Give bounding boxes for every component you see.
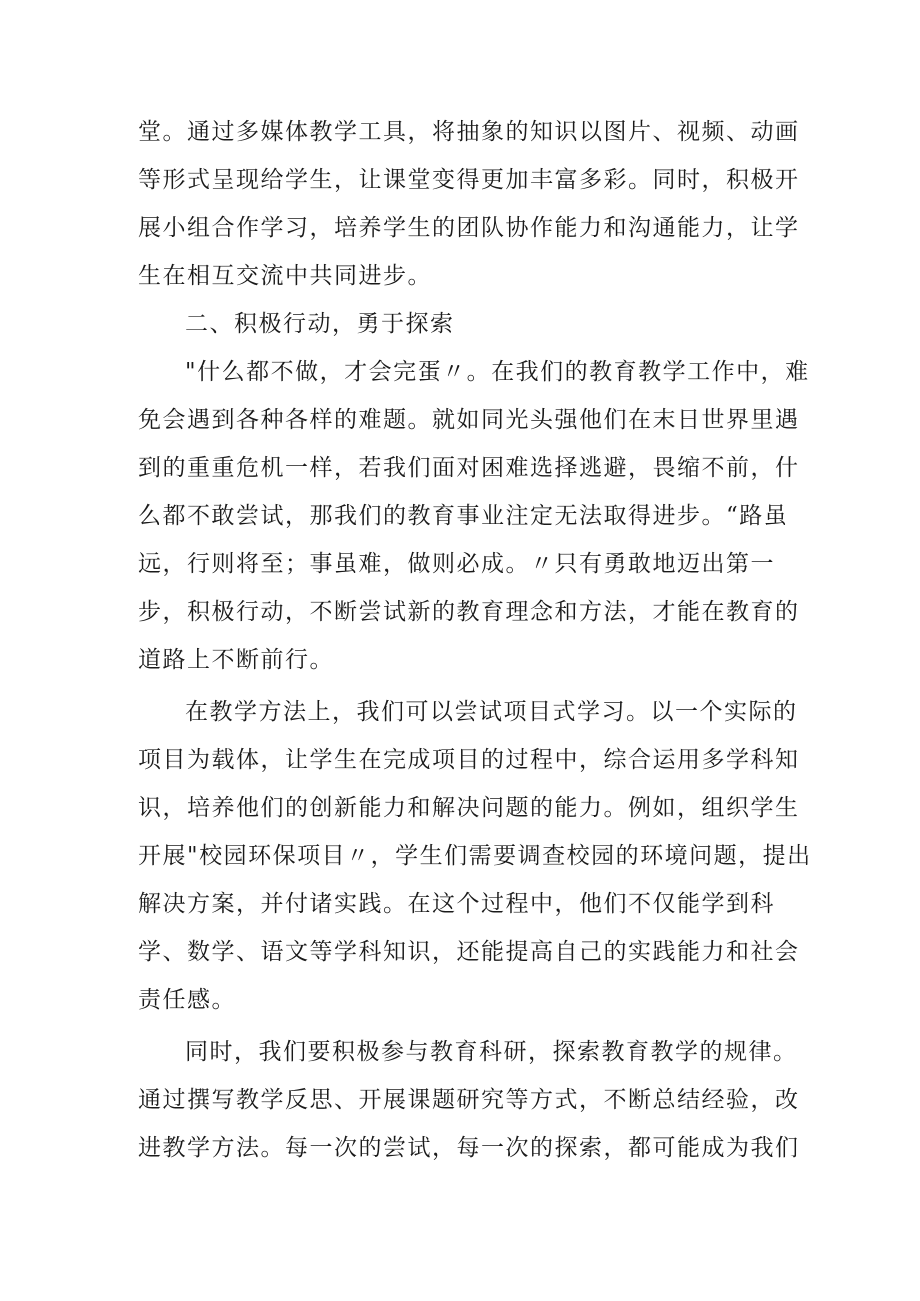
text-line: 道路上不断前行。	[138, 647, 334, 673]
text-line: 展小组合作学习，培养学生的团队协作能力和沟通能力，让学	[138, 215, 800, 241]
text-line: 学、数学、语文等学科知识，还能提高自己的实践能力和社会	[138, 939, 800, 965]
text-line: 责任感。	[138, 987, 236, 1013]
text-line: 么都不敢尝试，那我们的教育事业注定无法取得进步。“路虽	[138, 503, 789, 529]
text-line: 通过撰写教学反思、开展课题研究等方式，不断总结经验，改	[138, 1087, 800, 1113]
text-line: 同时，我们要积极参与教育科研，探索教育教学的规律。	[185, 1039, 798, 1065]
section-heading: 二、积极行动，勇于探索	[185, 311, 455, 337]
text-line: 等形式呈现给学生，让课堂变得更加丰富多彩。同时，积极开	[138, 167, 800, 193]
text-line: 进教学方法。每一次的尝试，每一次的探索，都可能成为我们	[138, 1135, 800, 1161]
text-line: 生在相互交流中共同进步。	[138, 263, 432, 289]
text-line: 解决方案，并付诸实践。在这个过程中，他们不仅能学到科	[138, 891, 775, 917]
text-line: 到的重重危机一样，若我们面对困难选择逃避，畏缩不前，什	[138, 455, 800, 481]
text-line: 堂。通过多媒体教学工具，将抽象的知识以图片、视频、动画	[138, 119, 800, 145]
text-line: 步，积极行动，不断尝试新的教育理念和方法，才能在教育的	[138, 599, 800, 625]
text-line: 识，培养他们的创新能力和解决问题的能力。例如，组织学生	[138, 795, 800, 821]
text-line: 开展"校园环保项目〃，学生们需要调查校园的环境问题，提出	[138, 843, 812, 869]
text-line: 免会遇到各种各样的难题。就如同光头强他们在末日世界里遇	[138, 407, 800, 433]
text-line: 项目为载体，让学生在完成项目的过程中，综合运用多学科知	[138, 747, 800, 773]
text-line: 远，行则将至；事虽难，做则必成。〃只有勇敢地迈出第一	[138, 551, 775, 577]
text-line: 在教学方法上，我们可以尝试项目式学习。以一个实际的	[185, 699, 798, 725]
text-line: "什么都不做，才会完蛋〃。在我们的教育教学工作中，难	[185, 359, 810, 385]
